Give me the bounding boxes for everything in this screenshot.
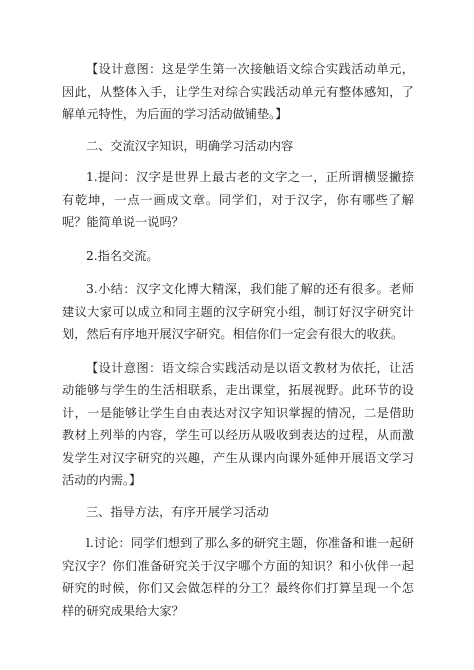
step-question-paragraph: 1.提问：汉字是世界上最古老的文字之一，正所谓横竖撇捺有乾坤，一点一画成文章。同学们，对于汉字，你有哪些了解呢？能简单说一说吗？ xyxy=(62,170,414,229)
section-heading-2: 二、交流汉字知识，明确学习活动内容 xyxy=(86,138,294,153)
design-intent-paragraph-2: 【设计意图：语文综合实践活动是以语文教材为依托，让活动能够与学生的生活相联系，走出课堂，拓展视野。此环节的设计，一是能够让学生自由表达对汉字知识掌握的情况，二是借助教材上列举的内容，学生可以经历从吸收到表达的过程，从而激发学生对汉字研究的兴趣，产生从课内向课外延伸开展语文学习活动的内需。】 xyxy=(62,360,414,487)
step-summary-paragraph: 3.小结：汉字文化博大精深，我们能了解的还有很多。老师建议大家可以成立和同主题的汉字研究小组，制订好汉字研究计划，然后有序地开展汉字研究。相信你们一定会有很大的收获。 xyxy=(62,282,414,341)
section-heading-3: 三、指导方法，有序开展学习活动 xyxy=(86,504,269,519)
step-discussion-paragraph: l.讨论：同学们想到了那么多的研究主题，你准备和谁一起研究汉字？你们准备研究关于汉字哪个方面的知识？和小伙伴一起研究的时候，你们又会做怎样的分工？最终你们打算呈现一个怎样的研究成果给大家？ xyxy=(62,536,414,618)
document-page xyxy=(62,58,414,622)
step-exchange-paragraph: 2.指名交流。 xyxy=(86,248,159,263)
design-intent-paragraph-1: 【设计意图：这是学生第一次接触语文综合实践活动单元，因此，从整体入手，让学生对综合实践活动单元有整体感知，了解单元特性，为后面的学习活动做铺垫。】 xyxy=(62,62,414,121)
